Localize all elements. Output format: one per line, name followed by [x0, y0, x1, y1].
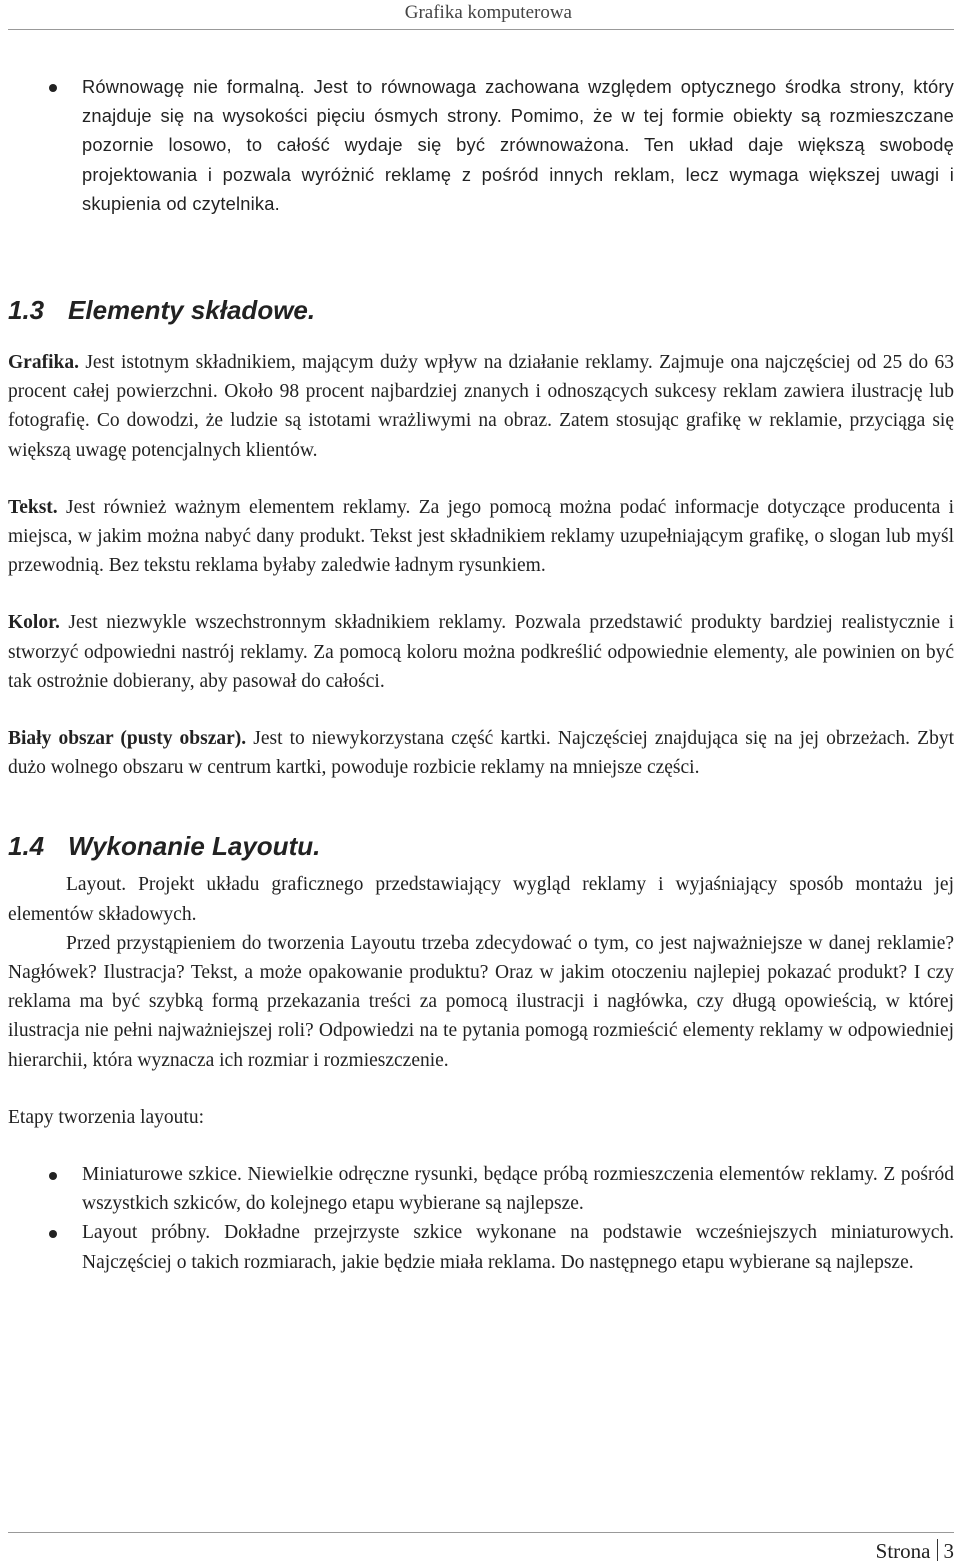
- term-text: Jest to niewykorzystana część kartki. Najczęściej znajdująca się na jej obrzeżach. Zbyt dużo wolnego obszaru w centrum kartki, powoduje rozbicie reklamy na mniejsze części.: [8, 728, 954, 779]
- list-item: [8, 1218, 954, 1276]
- section-number: 1.3: [8, 295, 45, 326]
- section-title: Wykonanie Layoutu.: [68, 831, 321, 862]
- paragraph-bialy-obszar: [8, 724, 954, 782]
- term-label: Biały obszar (pusty obszar).: [8, 728, 247, 750]
- term-label: Kolor.: [8, 612, 60, 634]
- term-label: Grafika.: [8, 352, 79, 374]
- header-divider: [8, 29, 954, 30]
- list-item: [8, 1160, 954, 1218]
- section-number: 1.4: [8, 831, 45, 862]
- term-text: Jest niezwykle wszechstronnym składnikiem reklamy. Pozwala przedstawić produkty bardziej realistycznie i stworzyć odpowiedni nastrój reklamy. Za pomocą koloru można podkreślić odpowiednie elementy, ale powinien on być tak ostrożnie dobierany, aby pasował do całości.: [8, 612, 954, 692]
- term-label: Tekst.: [8, 496, 58, 518]
- paragraph-tekst: [8, 493, 954, 581]
- bullet-icon: [49, 84, 57, 92]
- paragraph-layout-questions: Przed przystąpieniem do tworzenia Layoutu trzeba zdecydować o tym, co jest najważniejsze w danej reklamie? Nagłówek? Ilustracja? Tekst, a może opakowanie produktu? Oraz w jakim otoczeniu najlepiej pokazać produkt? I czy reklama ma być szybką formą przekazania treści za pomocą ilustracji i nagłówka, czy długą opowieścią, w której ilustracja nie pełni najważniejszej roli? Odpowiedzi na te pytania pomogą rozmieścić elementy reklamy w odpowiedniej hierarchii, która wyznacza ich rozmiar i rozmieszczenie.: [8, 932, 954, 1071]
- page-header: [0, 0, 960, 28]
- list-item: [8, 72, 954, 218]
- page-content: [8, 72, 954, 1277]
- section-title: Elementy składowe.: [68, 295, 316, 326]
- stages-heading: Etapy tworzenia layoutu:: [8, 1106, 205, 1128]
- intro-bullet-list: [8, 72, 954, 218]
- paragraph-layout-definition: Layout. Projekt układu graficznego przedstawiający wygląd reklamy i wyjaśniający sposób montażu jej elementów składowych.: [8, 874, 954, 925]
- stages-list: [8, 1160, 954, 1277]
- bullet-text: Równowagę nie formalną. Jest to równowaga zachowana względem optycznego środka strony, który znajduje się na wysokości pięciu ósmych strony. Pomimo, że w tej formie obiekty są rozmieszczane pozornie losowo, to całość wydaje się być zrównoważona. Ten układ daje większą swobodę projektowania i pozwala wyróżnić reklamę z pośród innych reklam, lecz wymaga większej uwagi i skupienia od czytelnika.: [82, 76, 954, 214]
- stage-text: Layout próbny. Dokładne przejrzyste szkice wykonane na podstawie wcześniejszych miniaturowych. Najczęściej o takich rozmiarach, jakie będzie miała reklama. Do następnego etapu wybierane są najlepsze.: [82, 1222, 954, 1273]
- section-heading-1-4: [8, 830, 954, 862]
- page-footer: [876, 1539, 954, 1564]
- footer-separator: [937, 1539, 938, 1561]
- term-text: Jest również ważnym elementem reklamy. Za jego pomocą można podać informacje dotyczące producenta i miejsca, w jakim można nabyć dany produkt. Tekst jest składnikiem reklamy uzupełniającym grafikę, o slogan lub myśl przewodnią. Bez tekstu reklama byłaby zaledwie ładnym rysunkiem.: [8, 496, 954, 577]
- document-title: Grafika komputerowa: [404, 2, 572, 23]
- section-heading-1-3: [8, 294, 954, 326]
- bullet-icon: [49, 1172, 57, 1180]
- term-text: Jest istotnym składnikiem, mającym duży wpływ na działanie reklamy. Zajmuje ona najczęściej od 25 do 63 procent całej powierzchni. Około 98 procent najbardziej znanych i odnoszących sukcesy reklam zawiera ilustrację lub fotografię. Co dowodzi, że ludzie są istotami wrażliwymi na obraz. Zatem stosując grafikę w reklamie, przyciąga się większą uwagę potencjalnych klientów.: [8, 352, 954, 461]
- paragraph-kolor: [8, 608, 954, 696]
- bullet-icon: [49, 1230, 57, 1238]
- page-label: Strona: [875, 1539, 931, 1563]
- paragraph-grafika: [8, 348, 954, 465]
- page-number: 3: [943, 1539, 954, 1563]
- footer-divider: [8, 1532, 954, 1533]
- stage-text: Miniaturowe szkice. Niewielkie odręczne rysunki, będące próbą rozmieszczenia elementów reklamy. Z pośród wszystkich szkiców, do kolejnego etapu wybierane są najlepsze.: [82, 1164, 954, 1215]
